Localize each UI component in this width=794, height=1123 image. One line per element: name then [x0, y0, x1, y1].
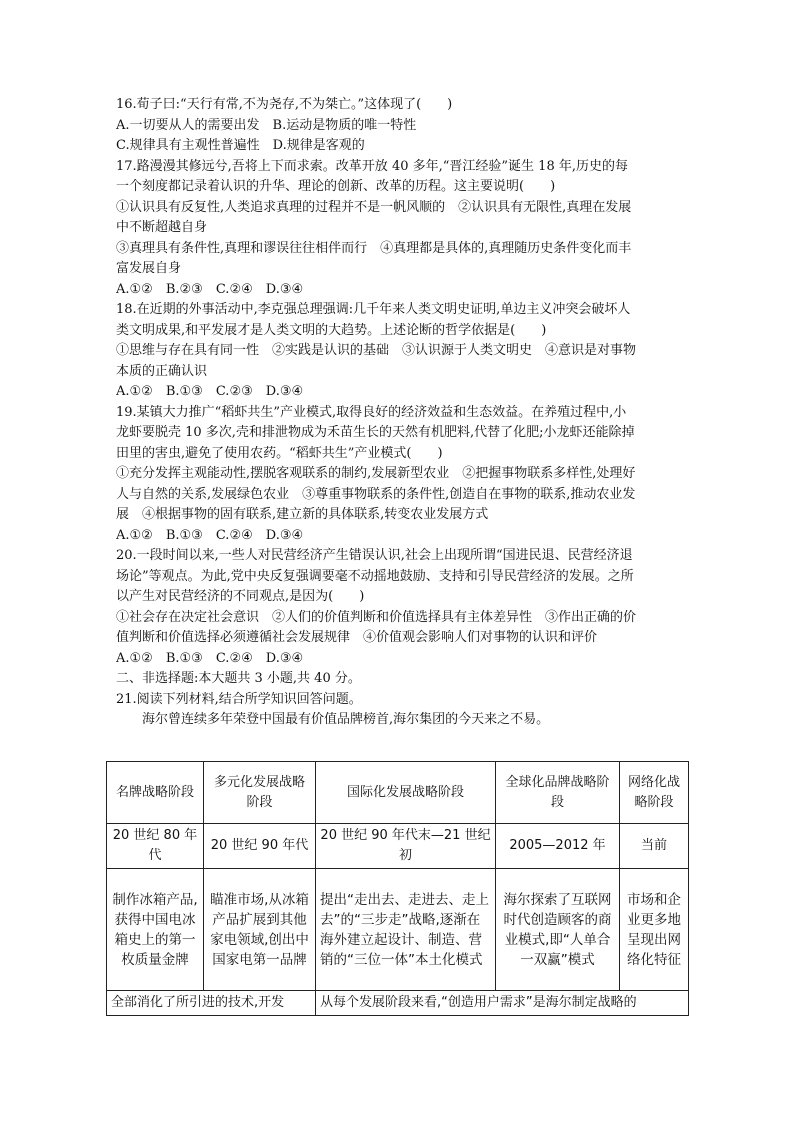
- question-16: [116, 95, 688, 157]
- table-cell: 制作冰箱产品,获得中国电冰箱史上的第一枚质量金牌: [107, 869, 204, 991]
- answer-options: A.①② B.①③ C.②④ D.③④: [116, 527, 304, 543]
- question-17: [116, 157, 688, 301]
- table-cell: 2005—2012 年: [496, 824, 620, 869]
- question-line: 田里的害虫,避免了使用农药。“稻虾共生”产业模式( ): [116, 445, 443, 461]
- question-line: 16.荀子曰:“天行有常,不为尧存,不为桀亡。”这体现了( ): [116, 97, 453, 112]
- question-line: 一个刻度都记录着认识的升华、理论的创新、改革的历程。这主要说明( ): [116, 179, 556, 194]
- table-cell: 从每个发展阶段来看,“创造用户需求”是海尔制定战略的: [316, 991, 689, 1016]
- statement-line: ①思维与存在具有同一性 ②实践是认识的基础 ③认识源于人类文明史 ④意识是对事物: [116, 343, 637, 358]
- table-header-cell: 国际化发展战略阶段: [316, 762, 496, 824]
- table-header-row: [107, 762, 689, 824]
- question-20: [116, 546, 688, 669]
- section-heading: 二、非选择题:本大题共 3 小题,共 40 分。: [116, 671, 361, 686]
- question-line: 18.在近期的外事活动中,李克强总理强调:几千年来人类文明史证明,单边主义冲突会破坏人: [116, 302, 631, 317]
- table-header-cell: 多元化发展战略阶段: [204, 762, 316, 824]
- question-line: 17.路漫漫其修远兮,吾将上下而求索。改革开放 40 多年,“晋江经验”诞生 18 年,历史的每: [116, 158, 628, 174]
- question-line: 20.一段时间以来,一些人对民营经济产生错误认识,社会上出现所谓“国进民退、民营经济退: [116, 548, 633, 563]
- question-19: [116, 403, 688, 547]
- table-header-cell: 名牌战略阶段: [107, 762, 204, 824]
- table-cell: 当前: [620, 824, 689, 869]
- statement-line: 本质的正确认识: [116, 363, 208, 379]
- table-cell: 海尔探索了互联网时代创造顾客的商业模式,即“人单合一双赢”模式: [496, 869, 620, 991]
- answer-options: A.①② B.②③ C.②④ D.③④: [116, 281, 304, 297]
- material-text: 海尔曾连续多年荣登中国最有价值品牌榜首,海尔集团的今天来之不易。: [142, 712, 550, 727]
- question-21-intro: 21.阅读下列材料,结合所学知识回答问题。: [116, 691, 362, 707]
- table-header-cell: 全球化品牌战略阶段: [496, 762, 620, 824]
- question-line: 类文明成果,和平发展才是人类文明的大趋势。上述论断的哲学依据是( ): [116, 322, 547, 338]
- table-cell: 市场和企业更多地呈现出网络化特征: [620, 869, 689, 991]
- statement-line: 值判断和价值选择必须遵循社会发展规律 ④价值观会影响人们对事物的认识和评价: [116, 630, 598, 645]
- table-footer-row: [107, 991, 689, 1016]
- statement-line: ①充分发挥主观能动性,摆脱客观联系的制约,发展新型农业 ②把握事物联系多样性,处理好: [116, 466, 636, 481]
- table-cell: 全部消化了所引进的技术,开发: [107, 991, 316, 1016]
- answer-options: A.①② B.①③ C.②③ D.③④: [116, 384, 304, 399]
- table-cell: 20 世纪 90 年代末—21 世纪初: [316, 824, 496, 869]
- statement-line: 人与自然的关系,发展绿色农业 ③尊重事物联系的条件性,创造自在事物的联系,推动农业发: [116, 486, 636, 502]
- statement-line: 中不断超越自身: [116, 220, 208, 235]
- question-line: 19.某镇大力推广“稻虾共生”产业模式,取得良好的经济效益和生态效益。在养殖过程中,小: [116, 404, 627, 420]
- answer-options: C.规律具有主观性普遍性 D.规律是客观的: [116, 138, 365, 153]
- question-18: [116, 300, 688, 403]
- table-cell: 20 世纪 80 年代: [107, 824, 204, 869]
- table-cell: 瞄准市场,从冰箱产品扩展到其他家电领域,创出中国家电第一品牌: [204, 869, 316, 991]
- question-line: 场论”等观点。为此,党中央反复强调要毫不动摇地鼓励、支持和引导民营经济的发展。之所: [116, 568, 634, 584]
- table-cell: 20 世纪 90 年代: [204, 824, 316, 869]
- table-period-row: [107, 824, 689, 869]
- question-line: 龙虾要脱壳 10 多次,壳和排泄物成为禾苗生长的天然有机肥料,代替了化肥;小龙虾还能除掉: [116, 425, 635, 440]
- statement-line: ③真理具有条件性,真理和谬误往往相伴而行 ④真理都是具体的,真理随历史条件变化而丰: [116, 240, 632, 256]
- statement-line: 展 ④根据事物的固有联系,建立新的具体联系,转变农业发展方式: [116, 507, 489, 522]
- statement-line: 富发展自身: [116, 261, 182, 276]
- table-cell: 提出“走出去、走进去、走上去”的“三步走”战略,逐渐在海外建立起设计、制造、营销的“三位一体”本土化模式: [316, 869, 496, 991]
- table-header-cell: 网络化战略阶段: [620, 762, 689, 824]
- question-line: 以产生对民营经济的不同观点,是因为( ): [116, 589, 365, 604]
- answer-options: A.①② B.①③ C.②④ D.③④: [116, 650, 304, 666]
- answer-options: A.一切要从人的需要出发 B.运动是物质的唯一特性: [116, 117, 417, 133]
- question-list: [116, 95, 688, 731]
- statement-line: ①社会存在决定社会意识 ②人们的价值判断和价值选择具有主体差异性 ③作出正确的价: [116, 609, 637, 625]
- table-description-row: [107, 869, 689, 991]
- statement-line: ①认识具有反复性,人类追求真理的过程并不是一帆风顺的 ②认识具有无限性,真理在发展: [116, 199, 632, 215]
- haier-strategy-table: [106, 761, 689, 1016]
